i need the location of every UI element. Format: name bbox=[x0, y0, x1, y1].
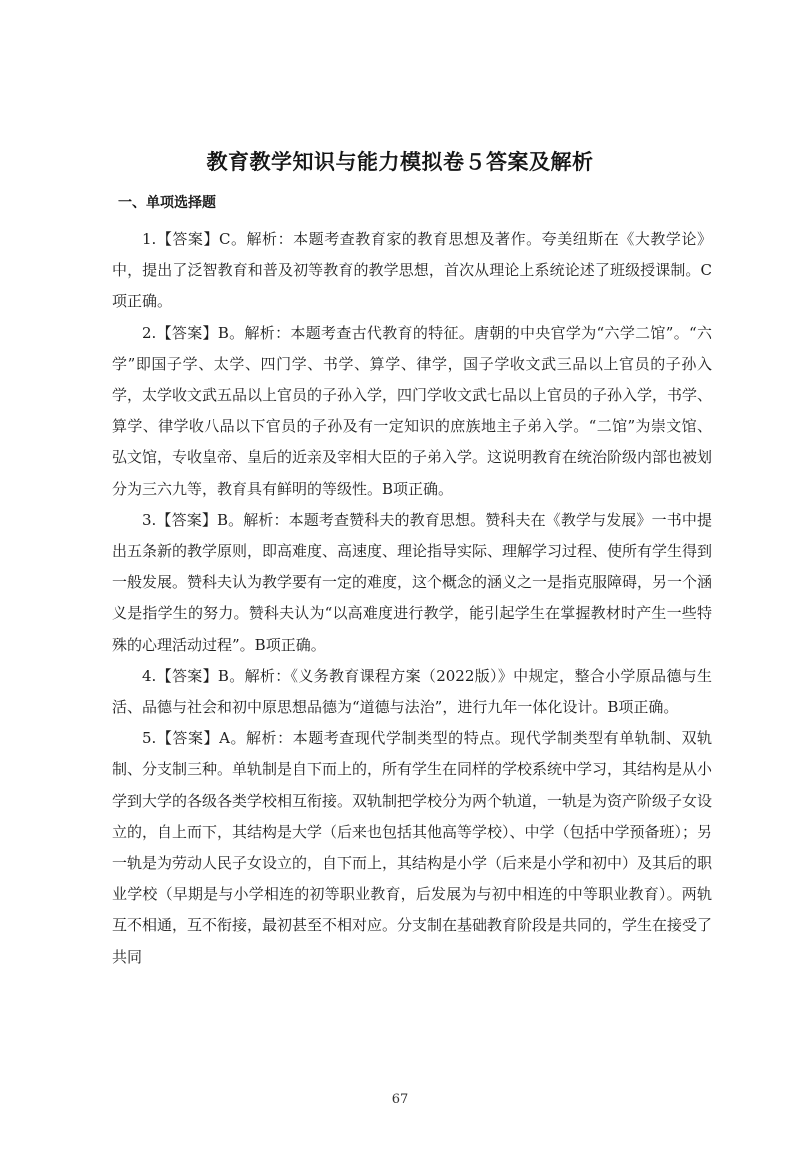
answer-paragraph-3: 3.【答案】B。解析：本题考查赞科夫的教育思想。赞科夫在《教学与发展》一书中提出五条新的教学原则，即高难度、高速度、理论指导实际、理解学习过程、使所有学生得到一般发展。赞科夫认为教学要有一定的难度，这个概念的涵义之一是指克服障碍，另一个涵义是指学生的努力。赞科夫认为“以高难度进行教学，能引起学生在掌握教材时产生一些特殊的心理活动过程”。B项正确。 bbox=[112, 510, 713, 654]
page-title: 教育教学知识与能力模拟卷５答案及解析 bbox=[206, 150, 594, 174]
answer-paragraph-5: 5.【答案】A。解析：本题考查现代学制类型的特点。现代学制类型有单轨制、双轨制、分支制三种。单轨制是自下而上的，所有学生在同样的学校系统中学习，其结构是从小学到大学的各级各类学校相互衔接。双轨制把学校分为两个轨道，一轨是为资产阶级子女设立的，自上而下，其结构是大学（后来也包括其他高等学校）、中学（包括中学预备班）；另一轨是为劳动人民子女设立的，自下而上，其结构是小学（后来是小学和初中）及其后的职业学校（早期是与小学相连的初等职业教育，后发展为与初中相连的中等职业教育）。两轨互不相通，互不衔接，最初甚至不相对应。分支制在基础教育阶段是共同的，学生在接受了共同 bbox=[112, 729, 713, 966]
answer-paragraph-2: 2.【答案】B。解析：本题考查古代教育的特征。唐朝的中央官学为“六学二馆”。“六学”即国子学、太学、四门学、书学、算学、律学，国子学收文武三品以上官员的子孙入学，太学收文武五品以上官员的子孙入学，四门学收文武七品以上官员的子孙入学，书学、算学、律学收八品以下官员的子孙及有一定知识的庶族地主子弟入学。“二馆”为崇文馆、弘文馆，专收皇帝、皇后的近亲及宰相大臣的子弟入学。这说明教育在统治阶级内部也被划分为三六九等，教育具有鲜明的等级性。B项正确。 bbox=[112, 323, 713, 498]
answer-paragraph-4: 4.【答案】B。解析：《义务教育课程方案（2022版）》中规定，整合小学原品德与生活、品德与社会和初中原思想品德为“道德与法治”，进行九年一体化设计。B项正确。 bbox=[112, 666, 712, 717]
section-heading: 一、单项选择题 bbox=[118, 195, 216, 211]
answer-list bbox=[112, 224, 712, 973]
answer-paragraph-1: 1.【答案】C。解析：本题考查教育家的教育思想及著作。夸美纽斯在《大教学论》中，提出了泛智教育和普及初等教育的教学思想，首次从理论上系统论述了班级授课制。C项正确。 bbox=[112, 230, 712, 311]
page-number: 67 bbox=[391, 1092, 409, 1107]
